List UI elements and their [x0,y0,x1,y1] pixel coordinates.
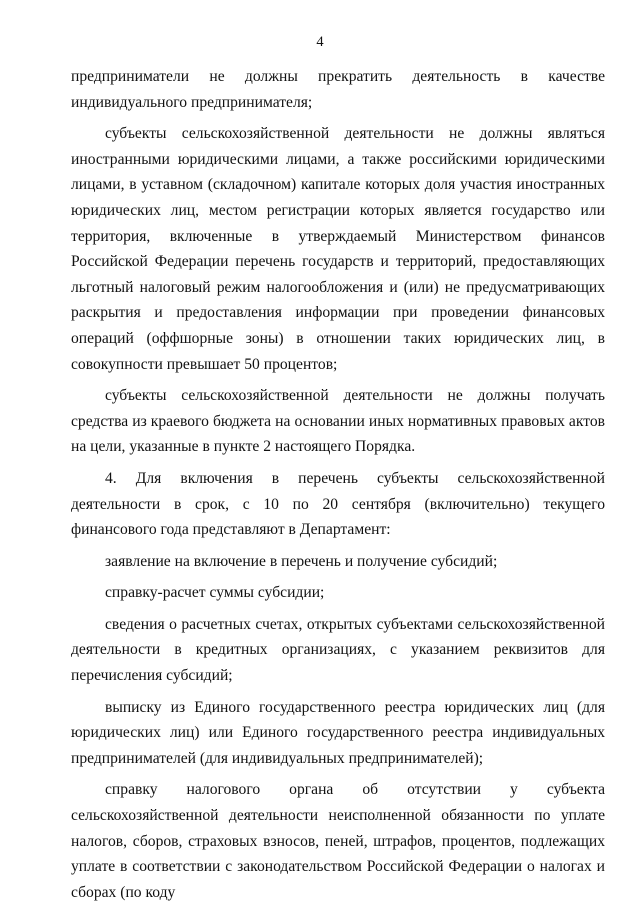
list-item-calculation: справку-расчет суммы субсидии; [105,584,325,602]
page-number: 4 [316,34,324,50]
paragraph-foreign-entities: субъекты сельскохозяйственной деятельности не должны являться иностранными юридическими лицами, а также российскими юридическими лицами, в уставном (складочном) капитале которых доля участия иностранных юридических лиц, местом регистрации которых является государство или территория, включенные в утверждаемый Министерством финансов Российской Федерации перечень государств и территорий, предоставляющих льготный налоговый режим налогообложения и (или) не предусматривающих раскрытия и предоставления информации при проведении финансовых операций (оффшорные зоны) в отношении таких юридических лиц, в совокупности превышает 50 процентов; [71,125,605,373]
list-item-registry-extract: выписку из Единого государственного реестра юридических лиц (для юридических лиц) или Единого государственного реестра индивидуальных предпринимателей (для индивидуальных предпринимателей); [71,698,605,767]
paragraph-continuation: предприниматели не должны прекратить деятельность в качестве индивидуального предпринимателя; [71,68,605,111]
list-item-application: заявление на включение в перечень и получение субсидий; [105,552,498,570]
list-item-bank-accounts: сведения о расчетных счетах, открытых субъектами сельскохозяйственной деятельности в кредитных организациях, с указанием реквизитов для перечисления субсидий; [71,615,605,685]
paragraph-item-4: 4. Для включения в перечень субъекты сельскохозяйственной деятельности в срок, с 10 по 20 сентября (включительно) текущего финансового года представляют в Департамент: [71,469,605,539]
list-item-tax-certificate: справку налогового органа об отсутствии у субъекта сельскохозяйственной деятельности неисполненной обязанности по уплате налогов, сборов, страховых взносов, пеней, штрафов, процентов, подлежащих уплате в соответствии с законодательством Российской Федерации о налогах и сборах (по коду [71,781,605,901]
document-body [71,64,605,905]
paragraph-regional-budget: субъекты сельскохозяйственной деятельности не должны получать средства из краевого бюджета на основании иных нормативных правовых актов на цели, указанные в пункте 2 настоящего Порядка. [71,387,605,456]
